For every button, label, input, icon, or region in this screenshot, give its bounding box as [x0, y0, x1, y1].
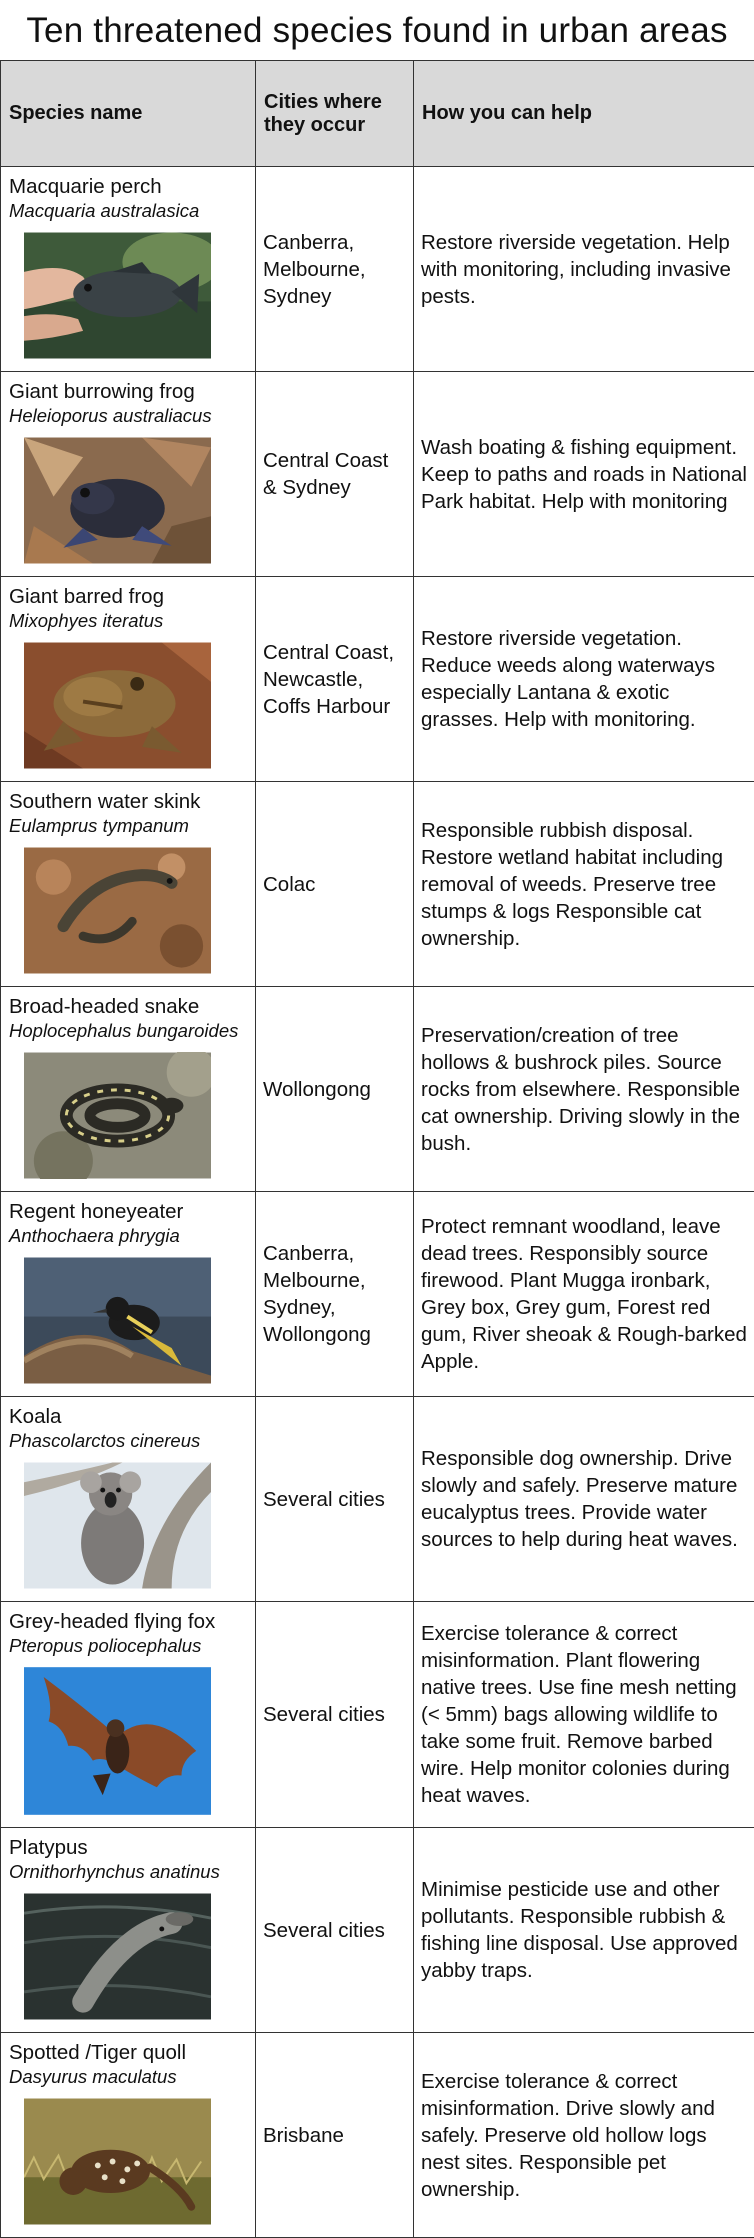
- cities-cell: Central Coast & Sydney: [256, 372, 414, 577]
- common-name: Grey-headed flying fox: [9, 1602, 247, 1634]
- common-name: Giant burrowing frog: [9, 372, 247, 404]
- cities-cell: Several cities: [256, 1397, 414, 1602]
- scientific-name: Hoplocephalus bungaroides: [9, 1019, 247, 1042]
- table-row: [1, 1828, 754, 2033]
- help-cell: Exercise tolerance & correct misinformation. Drive slowly and safely. Preserve old hollow logs nest sites. Responsible pet ownership.: [414, 2033, 754, 2238]
- table-row: [1, 782, 754, 987]
- table-row: [1, 1192, 754, 1397]
- page-title: Ten threatened species found in urban areas: [0, 0, 754, 60]
- macquarie-perch-photo: [24, 232, 211, 359]
- scientific-name: Anthochaera phrygia: [9, 1224, 247, 1247]
- common-name: Southern water skink: [9, 782, 247, 814]
- broad-headed-snake-photo: [24, 1052, 211, 1179]
- table-header-row: [1, 61, 754, 167]
- species-cell: [1, 1828, 256, 2033]
- flying-fox-photo: [24, 1667, 211, 1815]
- koala-photo: [24, 1462, 211, 1589]
- help-cell: Preservation/creation of tree hollows & bushrock piles. Source rocks from elsewhere. Responsible cat ownership. Driving slowly in the bush.: [414, 987, 754, 1192]
- common-name: Platypus: [9, 1828, 247, 1860]
- cities-cell: Canberra, Melbourne, Sydney, Wollongong: [256, 1192, 414, 1397]
- common-name: Broad-headed snake: [9, 987, 247, 1019]
- header-species-name: Species name: [1, 61, 256, 167]
- table-row: [1, 1602, 754, 1828]
- species-cell: [1, 782, 256, 987]
- help-cell: Wash boating & fishing equipment. Keep to paths and roads in National Park habitat. Help with monitoring: [414, 372, 754, 577]
- help-cell: Exercise tolerance & correct misinformation. Plant flowering native trees. Use fine mesh netting (< 5mm) bags allowing wildlife to take some fruit. Remove barbed wire. Help monitor colonies during heat waves.: [414, 1602, 754, 1828]
- tiger-quoll-photo: [24, 2098, 211, 2225]
- table-row: [1, 987, 754, 1192]
- help-cell: Restore riverside vegetation. Help with monitoring, including invasive pests.: [414, 167, 754, 372]
- cities-cell: Several cities: [256, 1602, 414, 1828]
- scientific-name: Mixophyes iteratus: [9, 609, 247, 632]
- common-name: Giant barred frog: [9, 577, 247, 609]
- scientific-name: Heleioporus australiacus: [9, 404, 247, 427]
- cities-cell: Central Coast, Newcastle, Coffs Harbour: [256, 577, 414, 782]
- giant-barred-frog-photo: [24, 642, 211, 769]
- species-cell: [1, 1192, 256, 1397]
- cities-cell: Wollongong: [256, 987, 414, 1192]
- common-name: Spotted /Tiger quoll: [9, 2033, 247, 2065]
- species-cell: [1, 167, 256, 372]
- species-cell: [1, 2033, 256, 2238]
- table-row: [1, 2033, 754, 2238]
- cities-cell: Several cities: [256, 1828, 414, 2033]
- scientific-name: Dasyurus maculatus: [9, 2065, 247, 2088]
- regent-honeyeater-photo: [24, 1257, 211, 1384]
- species-cell: [1, 372, 256, 577]
- giant-burrowing-frog-photo: [24, 437, 211, 564]
- help-cell: Responsible dog ownership. Drive slowly and safely. Preserve mature eucalyptus trees. Provide water sources to help during heat waves.: [414, 1397, 754, 1602]
- table-row: [1, 1397, 754, 1602]
- cities-cell: Brisbane: [256, 2033, 414, 2238]
- header-how-to-help: How you can help: [414, 61, 754, 167]
- scientific-name: Pteropus poliocephalus: [9, 1634, 247, 1657]
- help-cell: Responsible rubbish disposal. Restore wetland habitat including removal of weeds. Preserve tree stumps & logs Responsible cat ownership.: [414, 782, 754, 987]
- cities-cell: Canberra, Melbourne, Sydney: [256, 167, 414, 372]
- common-name: Macquarie perch: [9, 167, 247, 199]
- scientific-name: Macquaria australasica: [9, 199, 247, 222]
- table-row: [1, 167, 754, 372]
- species-table: [0, 60, 754, 2238]
- species-cell: [1, 987, 256, 1192]
- species-cell: [1, 1602, 256, 1828]
- common-name: Regent honeyeater: [9, 1192, 247, 1224]
- help-cell: Protect remnant woodland, leave dead trees. Responsibly source firewood. Plant Mugga ironbark, Grey box, Grey gum, Forest red gum, River sheoak & Rough-barked Apple.: [414, 1192, 754, 1397]
- southern-water-skink-photo: [24, 847, 211, 974]
- cities-cell: Colac: [256, 782, 414, 987]
- help-cell: Restore riverside vegetation. Reduce weeds along waterways especially Lantana & exotic grasses. Help with monitoring.: [414, 577, 754, 782]
- scientific-name: Phascolarctos cinereus: [9, 1429, 247, 1452]
- table-row: [1, 372, 754, 577]
- table-row: [1, 577, 754, 782]
- help-cell: Minimise pesticide use and other pollutants. Responsible rubbish & fishing line disposal. Use approved yabby traps.: [414, 1828, 754, 2033]
- header-cities: Cities where they occur: [256, 61, 414, 167]
- common-name: Koala: [9, 1397, 247, 1429]
- species-cell: [1, 577, 256, 782]
- species-cell: [1, 1397, 256, 1602]
- platypus-photo: [24, 1893, 211, 2020]
- scientific-name: Eulamprus tympanum: [9, 814, 247, 837]
- scientific-name: Ornithorhynchus anatinus: [9, 1860, 247, 1883]
